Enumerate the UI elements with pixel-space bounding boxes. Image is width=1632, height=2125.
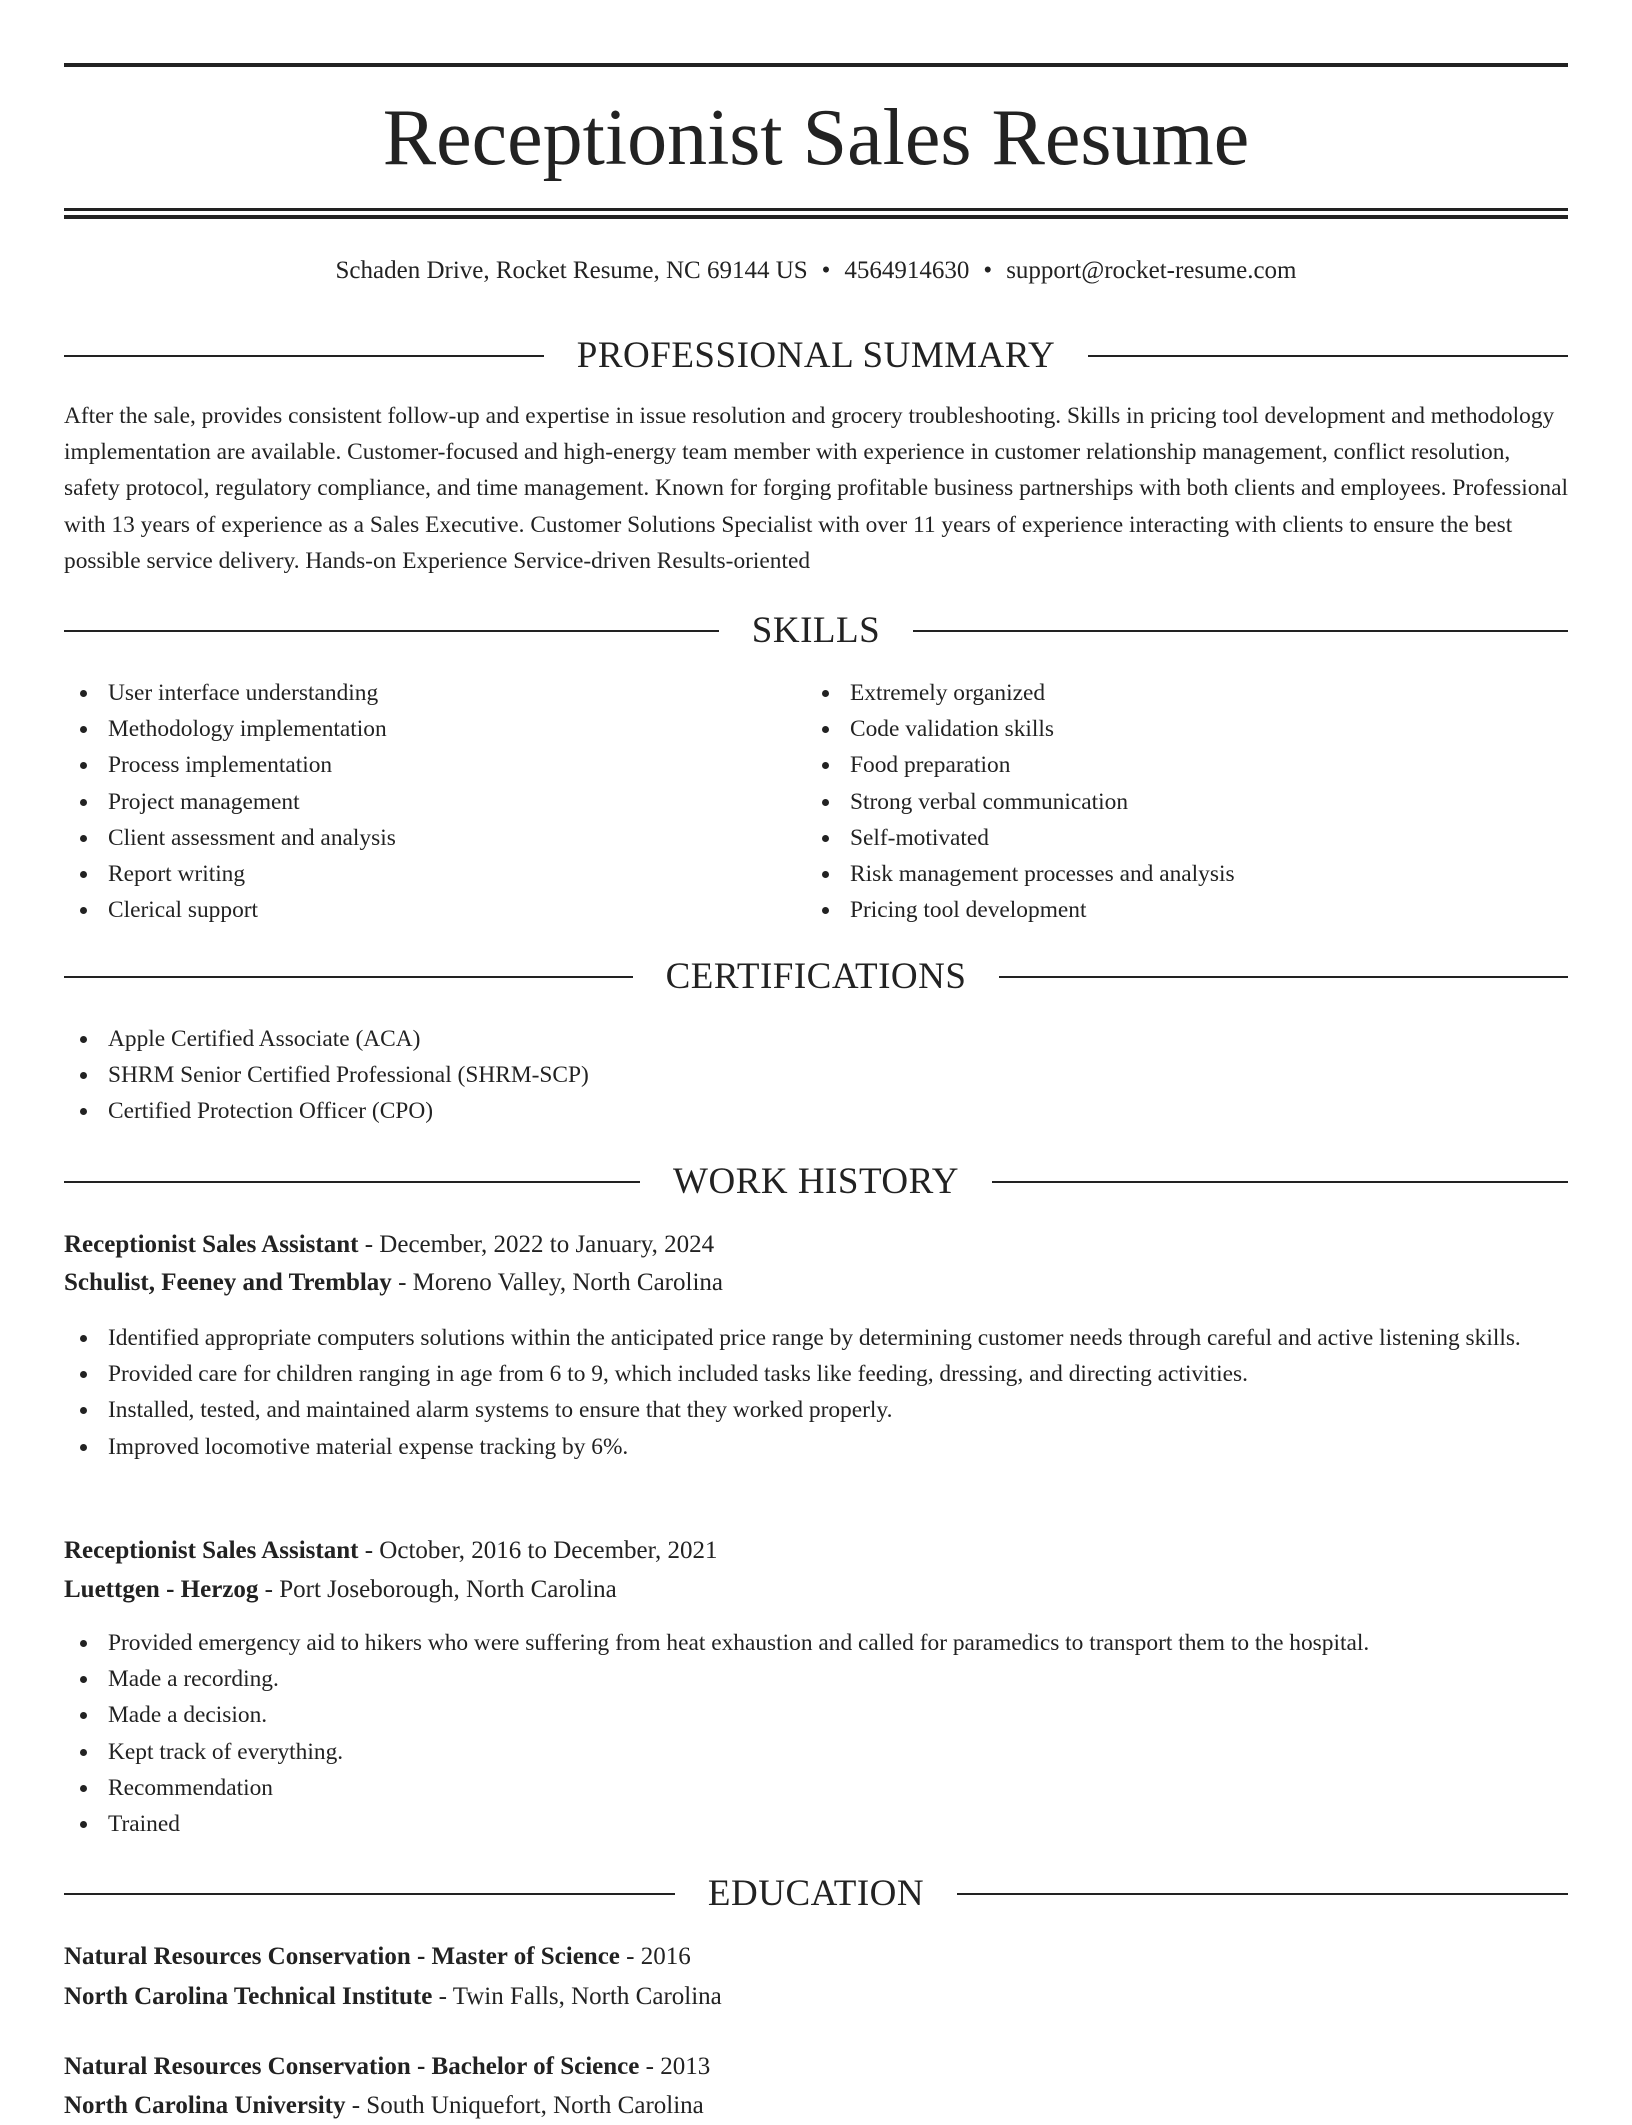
section-title-education: EDUCATION	[707, 1873, 925, 1914]
skill-item: Clerical support	[64, 892, 784, 928]
certification-item: Apple Certified Associate (ACA)	[64, 1021, 1568, 1057]
job-location: - Port Joseborough, North Carolina	[258, 1576, 617, 1603]
education-school-line	[64, 1978, 1568, 2016]
section-heading-education	[64, 1871, 1568, 1917]
job-bullets	[64, 1320, 1568, 1465]
skill-item: Pricing tool development	[806, 892, 1568, 928]
section-title-work-history: WORK HISTORY	[673, 1161, 959, 1202]
education-degree: Natural Resources Conservation - Bachelor of Science	[64, 2053, 640, 2080]
education-location: - South Uniquefort, North Carolina	[345, 2092, 704, 2119]
skill-item: Methodology implementation	[64, 711, 784, 747]
section-heading-work-history	[64, 1159, 1568, 1205]
skill-item: User interface understanding	[64, 675, 784, 711]
certifications-list	[64, 1021, 1568, 1130]
skills-list-right	[806, 675, 1568, 928]
job-title: Receptionist Sales Assistant	[64, 1231, 359, 1258]
job-title: Receptionist Sales Assistant	[64, 1537, 359, 1564]
section-rule	[992, 1181, 1568, 1183]
contact-email: support@rocket-resume.com	[1006, 257, 1297, 284]
education-school-line	[64, 2087, 1568, 2125]
job-dates: - October, 2016 to December, 2021	[358, 1537, 718, 1564]
header-top-rule	[64, 63, 1568, 67]
job-bullet: Improved locomotive material expense tracking by 6%.	[64, 1429, 1568, 1465]
skill-item: Extremely organized	[806, 675, 1568, 711]
section-rule	[913, 630, 1568, 632]
job-title-line	[64, 1226, 1568, 1264]
skill-item: Risk management processes and analysis	[806, 856, 1568, 892]
job-bullets	[64, 1625, 1568, 1842]
job-bullet: Made a decision.	[64, 1697, 1568, 1733]
education-school: North Carolina Technical Institute	[64, 1983, 433, 2010]
contact-info	[64, 252, 1568, 290]
job-bullet: Kept track of everything.	[64, 1734, 1568, 1770]
job-company-line	[64, 1571, 1568, 1609]
job-bullet: Identified appropriate computers solutions within the anticipated price range by determining customer needs through careful and active listening skills.	[64, 1320, 1568, 1356]
job-title-line	[64, 1532, 1568, 1570]
job-bullet: Made a recording.	[64, 1661, 1568, 1697]
section-rule	[64, 1893, 675, 1895]
job-bullet: Recommendation	[64, 1770, 1568, 1806]
summary-text: After the sale, provides consistent follow-up and expertise in issue resolution and grocery troubleshooting. Skills in pricing tool development and methodology implementation are available. Customer-focused and high-energy team member with experience in customer relationship management, conflict resolution, safety protocol, regulatory compliance, and time management. Known for forging profitable business partnerships with both clients and employees. Professional with 13 years of experience as a Sales Executive. Customer Solutions Specialist with over 11 years of experience interacting with clients to ensure the best possible service delivery. Hands-on Experience Service-driven Results-oriented	[64, 403, 1568, 574]
section-rule	[64, 355, 544, 357]
header-double-rule-upper	[64, 208, 1568, 211]
section-heading-certifications	[64, 954, 1568, 1000]
education-degree-line	[64, 1938, 1568, 1976]
skill-item: Project management	[64, 784, 784, 820]
job-company: Luettgen - Herzog	[64, 1576, 259, 1603]
job-bullet: Provided care for children ranging in age from 6 to 9, which included tasks like feeding, dressing, and directing activities.	[64, 1356, 1568, 1392]
job-company-line	[64, 1264, 1568, 1302]
skill-item: Code validation skills	[806, 711, 1568, 747]
education-year: - 2013	[639, 2053, 711, 2080]
education-degree-line	[64, 2048, 1568, 2086]
skill-item: Strong verbal communication	[806, 784, 1568, 820]
section-title-skills: SKILLS	[751, 610, 881, 651]
section-title-certifications: CERTIFICATIONS	[665, 956, 967, 997]
section-title-summary: PROFESSIONAL SUMMARY	[576, 335, 1056, 376]
section-heading-skills	[64, 608, 1568, 654]
section-rule	[999, 976, 1568, 978]
contact-phone: 4564914630	[844, 257, 970, 284]
section-heading-summary	[64, 333, 1568, 379]
job-company: Schulist, Feeney and Tremblay	[64, 1269, 392, 1296]
resume-title: Receptionist Sales Resume	[382, 94, 1250, 182]
contact-address: Schaden Drive, Rocket Resume, NC 69144 US	[335, 257, 808, 284]
skills-list-left	[64, 675, 784, 928]
skill-item: Process implementation	[64, 747, 784, 783]
skill-item: Self-motivated	[806, 820, 1568, 856]
job-bullet: Installed, tested, and maintained alarm systems to ensure that they worked properly.	[64, 1392, 1568, 1428]
section-rule	[64, 630, 719, 632]
job-bullet: Provided emergency aid to hikers who were suffering from heat exhaustion and called for paramedics to transport them to the hospital.	[64, 1625, 1568, 1661]
education-location: - Twin Falls, North Carolina	[432, 1983, 722, 2010]
certification-item: SHRM Senior Certified Professional (SHRM-SCP)	[64, 1057, 1568, 1093]
job-bullet: Trained	[64, 1806, 1568, 1842]
skill-item: Report writing	[64, 856, 784, 892]
education-year: - 2016	[619, 1943, 691, 1970]
skill-item: Client assessment and analysis	[64, 820, 784, 856]
header-double-rule-lower	[64, 215, 1568, 219]
contact-separator: •	[983, 257, 993, 284]
section-rule	[64, 1181, 640, 1183]
contact-separator: •	[821, 257, 831, 284]
education-school: North Carolina University	[64, 2092, 346, 2119]
certification-item: Certified Protection Officer (CPO)	[64, 1093, 1568, 1129]
job-dates: - December, 2022 to January, 2024	[358, 1231, 715, 1258]
section-rule	[64, 976, 633, 978]
section-rule	[1088, 355, 1568, 357]
education-degree: Natural Resources Conservation - Master of Science	[64, 1943, 620, 1970]
skill-item: Food preparation	[806, 747, 1568, 783]
job-location: - Moreno Valley, North Carolina	[391, 1269, 723, 1296]
section-rule	[957, 1893, 1568, 1895]
